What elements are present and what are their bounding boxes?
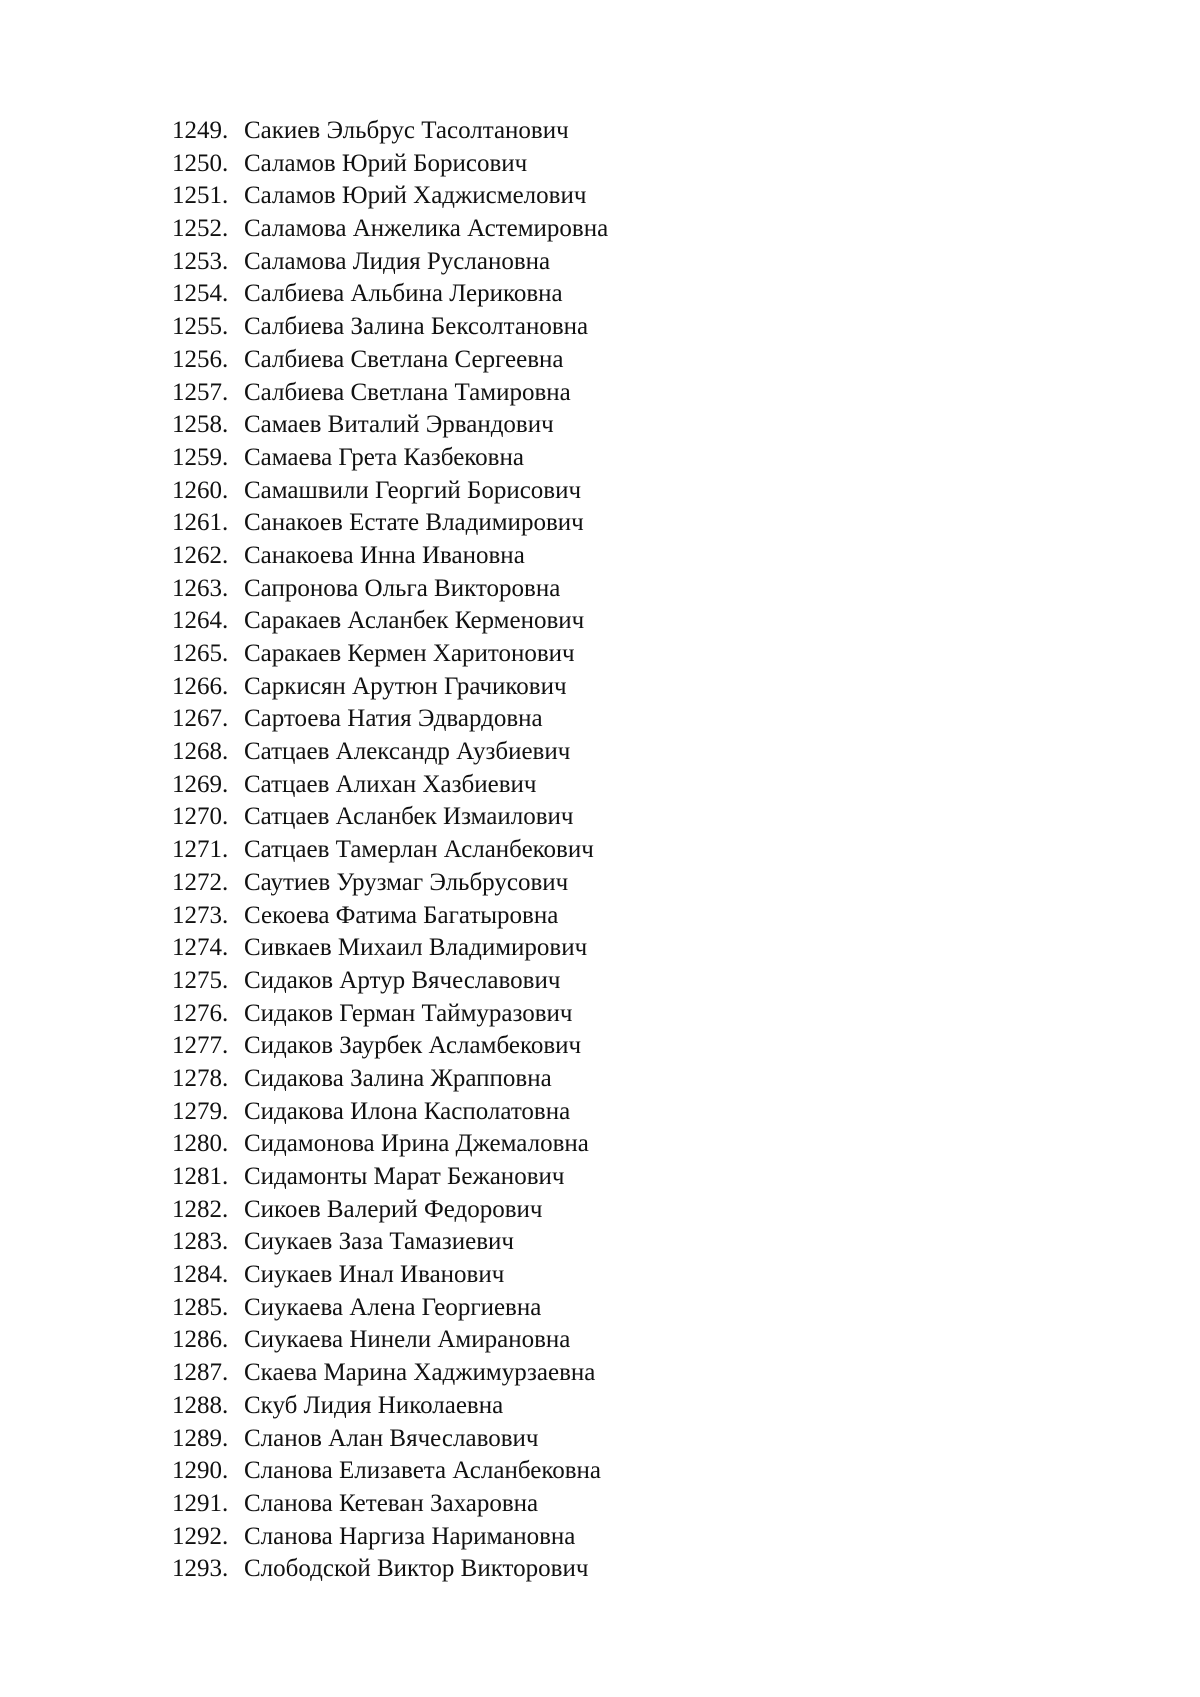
entry-name: Сиукаева Алена Георгиевна [244,1293,542,1321]
list-item [172,409,608,442]
entry-name: Саламова Анжелика Астемировна [244,215,609,243]
entry-number: 1280. [172,1130,229,1158]
entry-name: Саракаев Асланбек Керменович [244,607,585,635]
list-item [172,475,608,508]
entry-name: Сивкаев Михаил Владимирович [244,934,588,962]
entry-name: Сидакова Залина Жрапповна [244,1064,552,1092]
entry-name: Сапронова Ольга Викторовна [244,574,561,602]
entry-name: Сланова Елизавета Асланбековна [244,1457,601,1485]
entry-name: Сланова Кетеван Захаровна [244,1489,539,1517]
list-item [172,540,608,573]
entry-name: Сиукаева Нинели Амирановна [244,1326,571,1354]
entry-name: Сартоева Натия Эдвардовна [244,705,543,733]
entry-name: Саламов Юрий Хаджисмелович [244,182,587,210]
entry-number: 1262. [172,541,229,569]
entry-number: 1293. [172,1555,229,1583]
entry-name: Сикоев Валерий Федорович [244,1195,543,1223]
entry-number: 1281. [172,1163,229,1190]
list-item [172,605,608,638]
entry-number: 1249. [172,117,229,144]
entry-number: 1269. [172,770,229,798]
list-item [172,1063,608,1096]
entry-name: Саутиев Урузмаг Эльбрусович [244,868,569,896]
list-item [172,344,608,377]
entry-number: 1291. [172,1489,229,1517]
list-item [172,900,608,933]
entry-name: Саракаев Кермен Харитонович [244,640,575,667]
entry-number: 1252. [172,215,229,243]
entry-number: 1292. [172,1522,229,1550]
list-item [172,1521,608,1554]
list-item [172,1292,608,1325]
entry-number: 1278. [172,1064,229,1092]
entry-name: Сатцаев Алихан Хазбиевич [244,770,537,798]
entry-number: 1268. [172,738,229,766]
entry-number: 1258. [172,411,229,439]
entry-name: Сатцаев Александр Аузбиевич [244,738,571,766]
list-item [172,1357,608,1390]
list-item [172,148,608,181]
entry-number: 1289. [172,1424,229,1452]
list-item [172,246,608,279]
entry-name: Сатцаев Тамерлан Асланбекович [244,836,594,864]
entry-number: 1286. [172,1326,229,1354]
list-item [172,507,608,540]
entry-name: Сланова Наргиза Наримановна [244,1522,576,1550]
list-item [172,573,608,606]
entry-number: 1260. [172,476,229,504]
entry-number: 1250. [172,149,229,177]
list-item [172,703,608,736]
entry-number: 1274. [172,934,229,962]
entry-number: 1282. [172,1195,229,1223]
list-item [172,1161,608,1194]
list-item [172,932,608,965]
entry-number: 1255. [172,313,229,341]
list-item [172,311,608,344]
list-item [172,213,608,246]
list-item [172,671,608,704]
entry-name: Сидаков Артур Вячеславович [244,966,561,994]
list-item [172,1030,608,1063]
entry-name: Салбиева Залина Бексолтановна [244,313,589,341]
list-item [172,1455,608,1488]
list-item [172,1423,608,1456]
entry-name: Сиукаев Инал Иванович [244,1261,505,1289]
name-list [172,115,608,1586]
entry-number: 1263. [172,574,229,602]
entry-name: Салбиева Альбина Лериковна [244,280,563,308]
list-item [172,115,608,148]
entry-number: 1287. [172,1359,229,1387]
entry-name: Самаева Грета Казбековна [244,443,524,471]
entry-number: 1273. [172,901,229,929]
entry-number: 1251. [172,182,229,210]
list-item [172,769,608,802]
entry-name: Санакоева Инна Ивановна [244,541,525,569]
entry-number: 1261. [172,509,229,537]
entry-name: Сидаков Заурбек Асламбекович [244,1032,582,1060]
list-item [172,278,608,311]
list-item [172,965,608,998]
list-item [172,736,608,769]
entry-name: Самашвили Георгий Борисович [244,476,582,504]
list-item [172,1226,608,1259]
list-item [172,867,608,900]
entry-number: 1271. [172,836,229,864]
entry-name: Саламов Юрий Борисович [244,149,528,177]
entry-number: 1259. [172,443,229,471]
entry-number: 1257. [172,378,229,406]
list-item [172,180,608,213]
entry-name: Самаев Виталий Эрвандович [244,411,554,439]
entry-number: 1253. [172,247,229,275]
entry-name: Сиукаев Заза Тамазиевич [244,1228,515,1256]
entry-name: Скаева Марина Хаджимурзаевна [244,1359,596,1387]
entry-number: 1285. [172,1293,229,1321]
entry-number: 1283. [172,1228,229,1256]
list-item [172,638,608,671]
entry-number: 1254. [172,280,229,308]
entry-number: 1288. [172,1391,229,1419]
entry-name: Сидакова Илона Касполатовна [244,1097,571,1125]
entry-number: 1272. [172,868,229,896]
entry-number: 1256. [172,345,229,373]
entry-name: Сатцаев Асланбек Измаилович [244,803,574,831]
entry-name: Сакиев Эльбрус Тасолтанович [244,117,569,144]
entry-number: 1265. [172,640,229,667]
list-item [172,1194,608,1227]
entry-number: 1270. [172,803,229,831]
entry-name: Сланов Алан Вячеславович [244,1424,539,1452]
list-item [172,998,608,1031]
list-item [172,834,608,867]
entry-name: Слободской Виктор Викторович [244,1555,589,1583]
entry-number: 1290. [172,1457,229,1485]
entry-number: 1267. [172,705,229,733]
entry-number: 1277. [172,1032,229,1060]
entry-name: Скуб Лидия Николаевна [244,1391,504,1419]
entry-name: Саркисян Арутюн Грачикович [244,672,567,700]
entry-name: Сидамонты Марат Бежанович [244,1163,565,1190]
list-item [172,1324,608,1357]
entry-number: 1266. [172,672,229,700]
list-item [172,801,608,834]
entry-name: Салбиева Светлана Сергеевна [244,345,564,373]
entry-name: Сидаков Герман Таймуразович [244,999,573,1027]
entry-number: 1275. [172,966,229,994]
entry-name: Саламова Лидия Руслановна [244,247,551,275]
list-item [172,1096,608,1129]
entry-number: 1284. [172,1261,229,1289]
entry-name: Салбиева Светлана Тамировна [244,378,571,406]
list-item [172,1128,608,1161]
list-item [172,1488,608,1521]
list-item [172,1553,608,1586]
entry-name: Сидамонова Ирина Джемаловна [244,1130,589,1158]
entry-number: 1279. [172,1097,229,1125]
list-item [172,1390,608,1423]
list-item [172,377,608,410]
list-item [172,442,608,475]
entry-number: 1276. [172,999,229,1027]
entry-name: Секоева Фатима Багатыровна [244,901,559,929]
list-item [172,1259,608,1292]
entry-name: Санакоев Естате Владимирович [244,509,584,537]
entry-number: 1264. [172,607,229,635]
